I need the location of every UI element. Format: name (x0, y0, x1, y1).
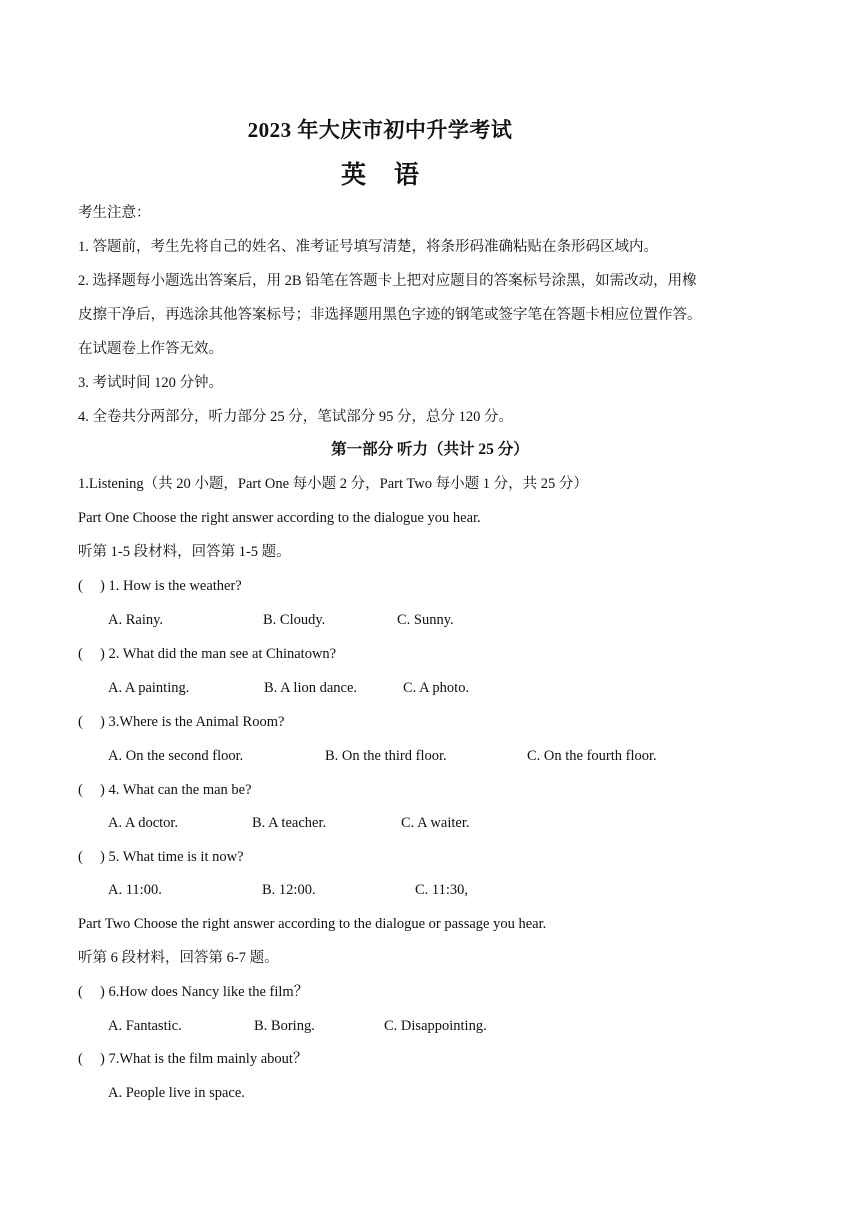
option-b: B. On the third floor. (325, 748, 447, 764)
option-b: B. 12:00. (262, 882, 316, 898)
subject-char-2: 语 (394, 162, 420, 189)
answer-paren-open: ( (78, 782, 83, 798)
answer-paren-open: ( (78, 849, 83, 865)
option-a: A. Fantastic. (108, 1018, 182, 1034)
notice-item-2-line-1: 2. 选择题每小题选出答案后，用 2B 铅笔在答题卡上把对应题目的答案标号涂黑，如需改动，用橡 (78, 273, 697, 289)
subject-title (0, 155, 760, 191)
notice-item-2-line-2: 皮擦干净后，再选涂其他答案标号；非选择题用黑色字迹的钢笔或签字笔在答题卡相应位置作答。 (78, 307, 702, 323)
option-b: B. A teacher. (252, 815, 327, 831)
answer-paren-open: ( (78, 984, 83, 1000)
part1-title: 第一部分 听力（共计 25 分） (331, 441, 529, 458)
answer-paren-close: ) (100, 849, 105, 865)
notice-item-1: 1. 答题前，考生先将自己的姓名、准考证号填写清楚，将条形码准确粘贴在条形码区域内。 (78, 239, 658, 255)
notice-item-3: 3. 考试时间 120 分钟。 (78, 375, 223, 391)
question-5 (78, 847, 244, 867)
answer-paren-open: ( (78, 714, 83, 730)
question-text: 1. How is the weather? (108, 578, 242, 594)
option-c: C. A waiter. (401, 815, 470, 831)
option-a: A. On the second floor. (108, 748, 244, 764)
answer-paren-open: ( (78, 646, 83, 662)
question-1 (78, 576, 242, 596)
question-text: 3.Where is the Animal Room? (108, 714, 285, 730)
question-7 (78, 1049, 307, 1069)
exam-title: 2023 年大庆市初中升学考试 (247, 118, 513, 142)
question-3-options (108, 746, 808, 766)
answer-paren-open: ( (78, 1051, 83, 1067)
notice-item-2-line-3: 在试题卷上作答无效。 (78, 341, 223, 357)
question-6 (78, 982, 308, 1002)
question-text: 5. What time is it now? (108, 849, 244, 865)
option-c: C. 11:30, (415, 882, 469, 898)
question-2-options (108, 678, 808, 698)
question-text: 7.What is the film mainly about？ (108, 1051, 308, 1067)
option-c: C. On the fourth floor. (527, 748, 657, 764)
question-4-options (108, 813, 808, 833)
part-two-sub: 听第 6 段材料，回答第 6-7 题。 (78, 950, 279, 966)
answer-paren-close: ) (100, 646, 105, 662)
part-one-sub: 听第 1-5 段材料，回答第 1-5 题。 (78, 544, 291, 560)
question-5-options (108, 880, 808, 900)
notice-heading: 考生注意： (78, 205, 151, 221)
part-one-instruction: Part One Choose the right answer according to the dialogue you hear. (78, 510, 481, 526)
option-a: A. A painting. (108, 680, 190, 696)
question-2 (78, 644, 336, 664)
option-b: B. Boring. (254, 1018, 315, 1034)
listening-intro: 1.Listening（共 20 小题，Part One 每小题 2 分，Part Two 每小题 1 分，共 25 分） (78, 476, 588, 492)
option-a: A. 11:00. (108, 882, 162, 898)
question-4 (78, 780, 252, 800)
answer-paren-close: ) (100, 578, 105, 594)
notice-item-4: 4. 全卷共分两部分，听力部分 25 分，笔试部分 95 分，总分 120 分。 (78, 409, 513, 425)
question-text: 4. What can the man be? (108, 782, 252, 798)
answer-paren-close: ) (100, 984, 105, 1000)
option-b: B. A lion dance. (264, 680, 358, 696)
option-c: C. A photo. (403, 680, 470, 696)
option-a: A. A doctor. (108, 815, 179, 831)
option-c: C. Disappointing. (384, 1018, 487, 1034)
part-two-instruction: Part Two Choose the right answer according to the dialogue or passage you hear. (78, 916, 547, 932)
answer-paren-close: ) (100, 714, 105, 730)
question-1-options (108, 610, 808, 630)
option-a: A. Rainy. (108, 612, 164, 628)
subject-char-1: 英 (340, 162, 366, 189)
answer-paren-close: ) (100, 1051, 105, 1067)
answer-paren-close: ) (100, 782, 105, 798)
answer-paren-open: ( (78, 578, 83, 594)
question-3 (78, 712, 284, 732)
question-text: 6.How does Nancy like the film？ (108, 984, 309, 1000)
question-text: 2. What did the man see at Chinatown? (108, 646, 337, 662)
question-6-options (108, 1016, 808, 1036)
option-c: C. Sunny. (397, 612, 454, 628)
question-7-options (108, 1083, 808, 1103)
option-b: B. Cloudy. (263, 612, 326, 628)
option-a: A. People live in space. (108, 1085, 245, 1101)
